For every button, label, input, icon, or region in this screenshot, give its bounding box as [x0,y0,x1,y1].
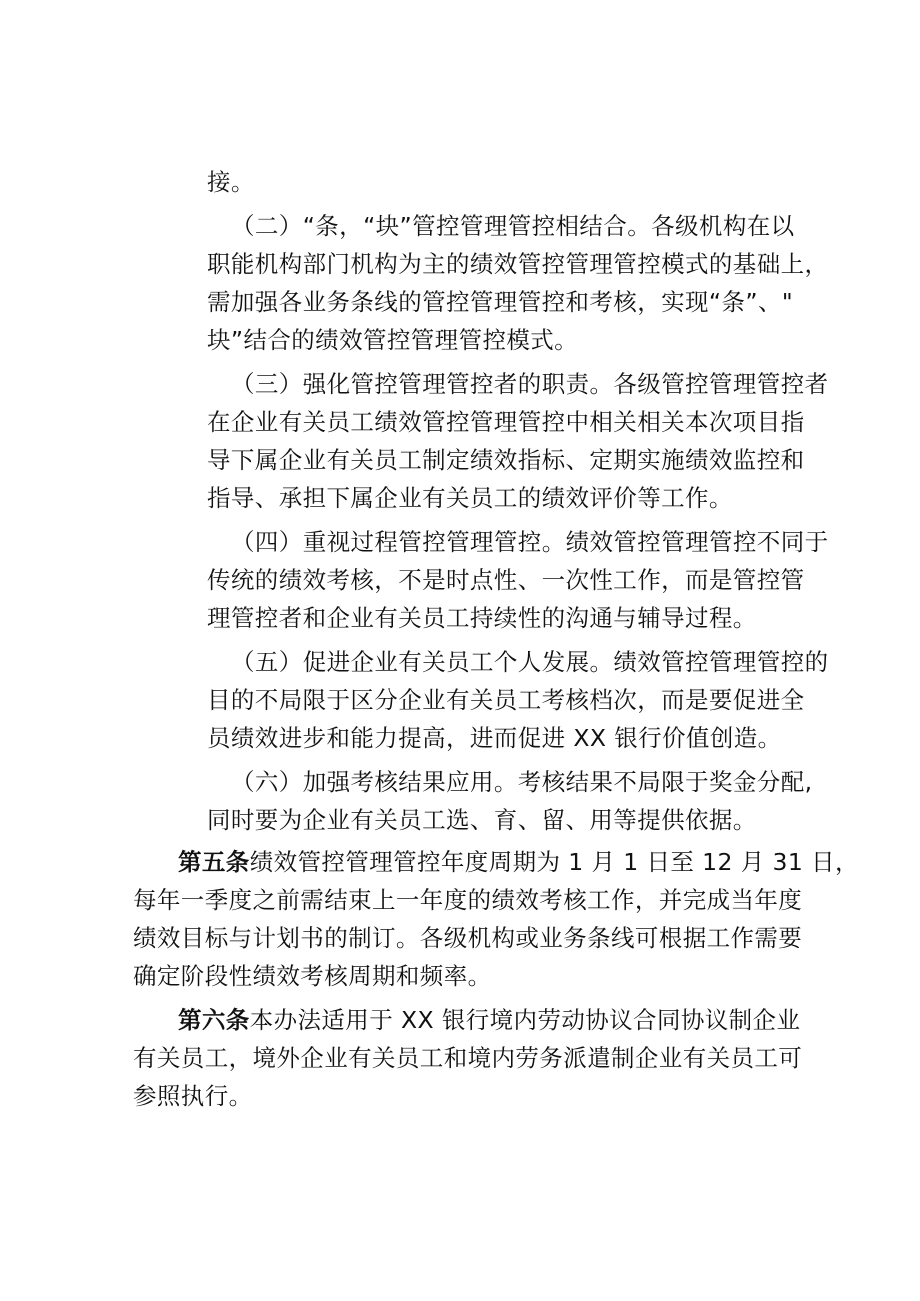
paragraph-line: 指导、承担下属企业有关员工的绩效评价等工作。 [207,484,733,512]
paragraph-line: 目的不局限于区分企业有关员工考核档次，而是要促进全 [207,686,805,714]
article-5-first-line [178,846,859,878]
paragraph-line: 接。 [207,168,255,196]
paragraph-line: （三）强化管控管理管控者的职责。各级管控管理管控者 [231,370,829,398]
paragraph-line: （六）加强考核结果应用。考核结果不局限于奖金分配, [231,768,813,796]
paragraph-line: 每年一季度之前需结束上一年度的绩效考核工作，并完成当年度 [133,886,803,914]
paragraph-line: （五）促进企业有关员工个人发展。绩效管控管理管控的 [231,648,829,676]
article-5-text: 绩效管控管理管控年度周期为 1 月 1 日至 12 月 31 日， [249,848,859,876]
paragraph-line: 在企业有关员工绩效管控管理管控中相关相关本次项目指 [207,408,805,436]
paragraph-line: 员绩效进步和能力提高，进而促进 XX 银行价值创造。 [207,724,782,752]
article-6-text: 本办法适用于 XX 银行境内劳动协议合同协议制企业 [249,1006,801,1034]
paragraph-line: 理管控者和企业有关员工持续性的沟通与辅导过程。 [207,604,757,632]
paragraph-line: 块”结合的绩效管控管理管控模式。 [207,326,579,354]
article-5-label: 第五条 [178,848,250,876]
article-6-first-line [178,1004,800,1036]
paragraph-line: 导下属企业有关员工制定绩效指标、定期实施绩效监控和 [207,446,805,474]
paragraph-line: 有关员工，境外企业有关员工和境内劳务派遣制企业有关员工可 [133,1044,803,1072]
paragraph-line: 绩效目标与计划书的制订。各级机构或业务条线可根据工作需要 [133,924,803,952]
paragraph-line: 需加强各业务条线的管控管理管控和考核，实现“条”、" [207,288,794,316]
paragraph-line: 参照执行。 [133,1082,253,1110]
paragraph-line: （二）“条，“块”管控管理管控相结合。各级机构在以 [231,212,795,240]
article-6-label: 第六条 [178,1006,250,1034]
paragraph-line: 传统的绩效考核，不是时点性、一次性工作，而是管控管 [207,566,805,594]
paragraph-line: 确定阶段性绩效考核周期和频率。 [133,962,492,990]
paragraph-line: 同时要为企业有关员工选、育、留、用等提供依据。 [207,806,757,834]
paragraph-line: （四）重视过程管控管理管控。绩效管控管理管控不同于 [231,528,829,556]
paragraph-line: 职能机构部门机构为主的绩效管控管理管控模式的基础上， [207,250,829,278]
